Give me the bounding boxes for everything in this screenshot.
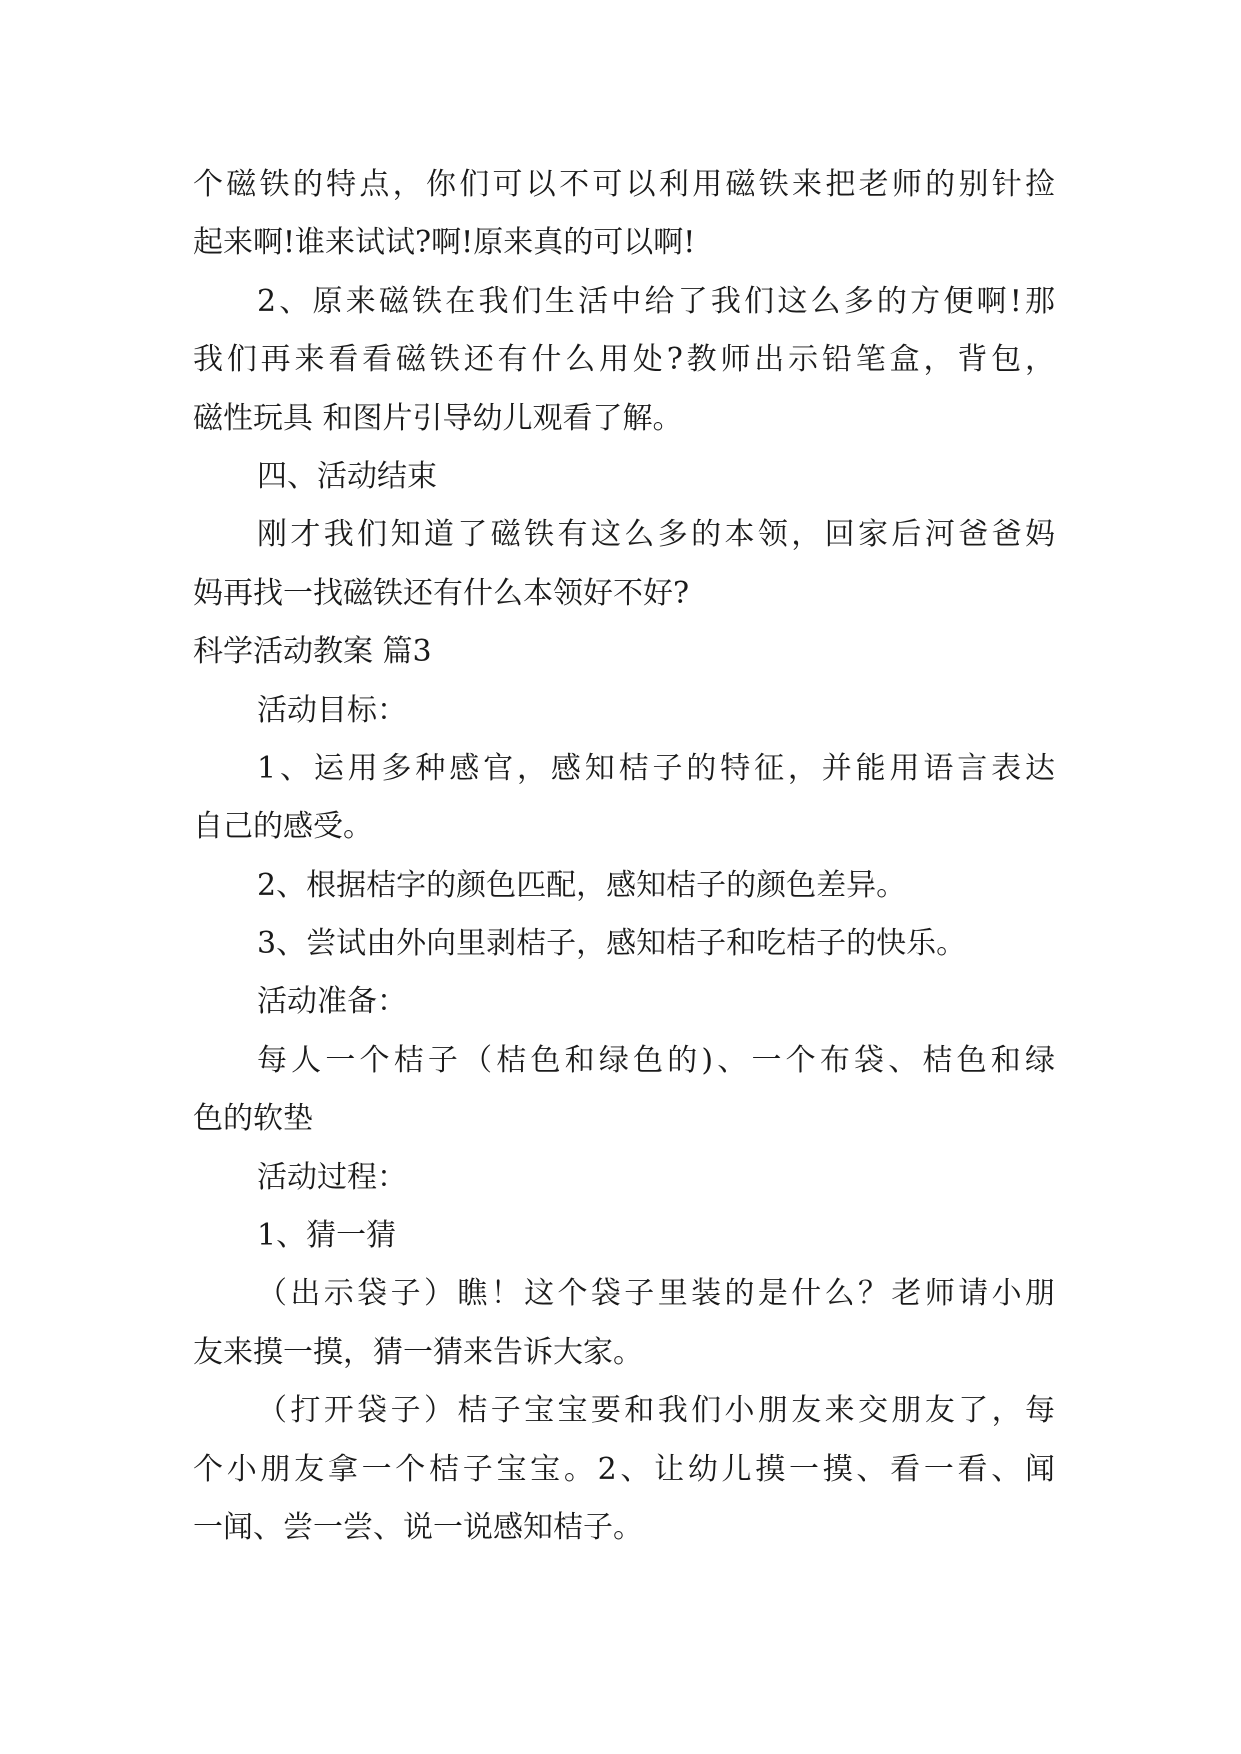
text-line: 一闻、尝一尝、说一说感知桔子。: [193, 1509, 643, 1545]
text-line: 活动目标：: [257, 692, 407, 728]
text-line: 我们再来看看磁铁还有什么用处?教师出示铅笔盒，背包，: [193, 342, 1055, 378]
text-line: 友来摸一摸，猜一猜来告诉大家。: [193, 1334, 643, 1370]
text-line: 科学活动教案 篇3: [193, 634, 432, 670]
text-line: 刚才我们知道了磁铁有这么多的本领，回家后河爸爸妈: [257, 517, 1055, 553]
text-line: 1、运用多种感官，感知桔子的特征，并能用语言表达: [257, 750, 1055, 786]
text-line: 起来啊!谁来试试?啊!原来真的可以啊!: [193, 225, 696, 261]
text-line: 2、原来磁铁在我们生活中给了我们这么多的方便啊!那: [257, 283, 1055, 319]
text-line: 四、活动结束: [257, 458, 437, 494]
text-line: （出示袋子）瞧！这个袋子里装的是什么？老师请小朋: [257, 1276, 1055, 1312]
text-line: 活动过程：: [257, 1159, 407, 1195]
document-body: [193, 156, 1055, 1557]
text-line: 3、尝试由外向里剥桔子，感知桔子和吃桔子的快乐。: [257, 926, 967, 962]
text-line: 个磁铁的特点，你们可以不可以利用磁铁来把老师的别针捡: [193, 167, 1055, 202]
text-line: 磁性玩具 和图片引导幼儿观看了解。: [193, 400, 683, 436]
text-line: 妈再找一找磁铁还有什么本领好不好?: [193, 575, 690, 611]
text-line: 每人一个桔子（桔色和绿色的)、一个布袋、桔色和绿: [257, 1042, 1055, 1078]
text-line: 活动准备：: [257, 984, 407, 1020]
text-line: 2、根据桔字的颜色匹配，感知桔子的颜色差异。: [257, 867, 907, 903]
text-line: 个小朋友拿一个桔子宝宝。2、让幼儿摸一摸、看一看、闻: [193, 1451, 1055, 1487]
text-line: 自己的感受。: [193, 809, 373, 845]
text-line: 色的软垫: [193, 1101, 313, 1137]
text-line: 1、猜一猜: [257, 1218, 397, 1254]
text-line: （打开袋子）桔子宝宝要和我们小朋友来交朋友了，每: [257, 1393, 1055, 1429]
